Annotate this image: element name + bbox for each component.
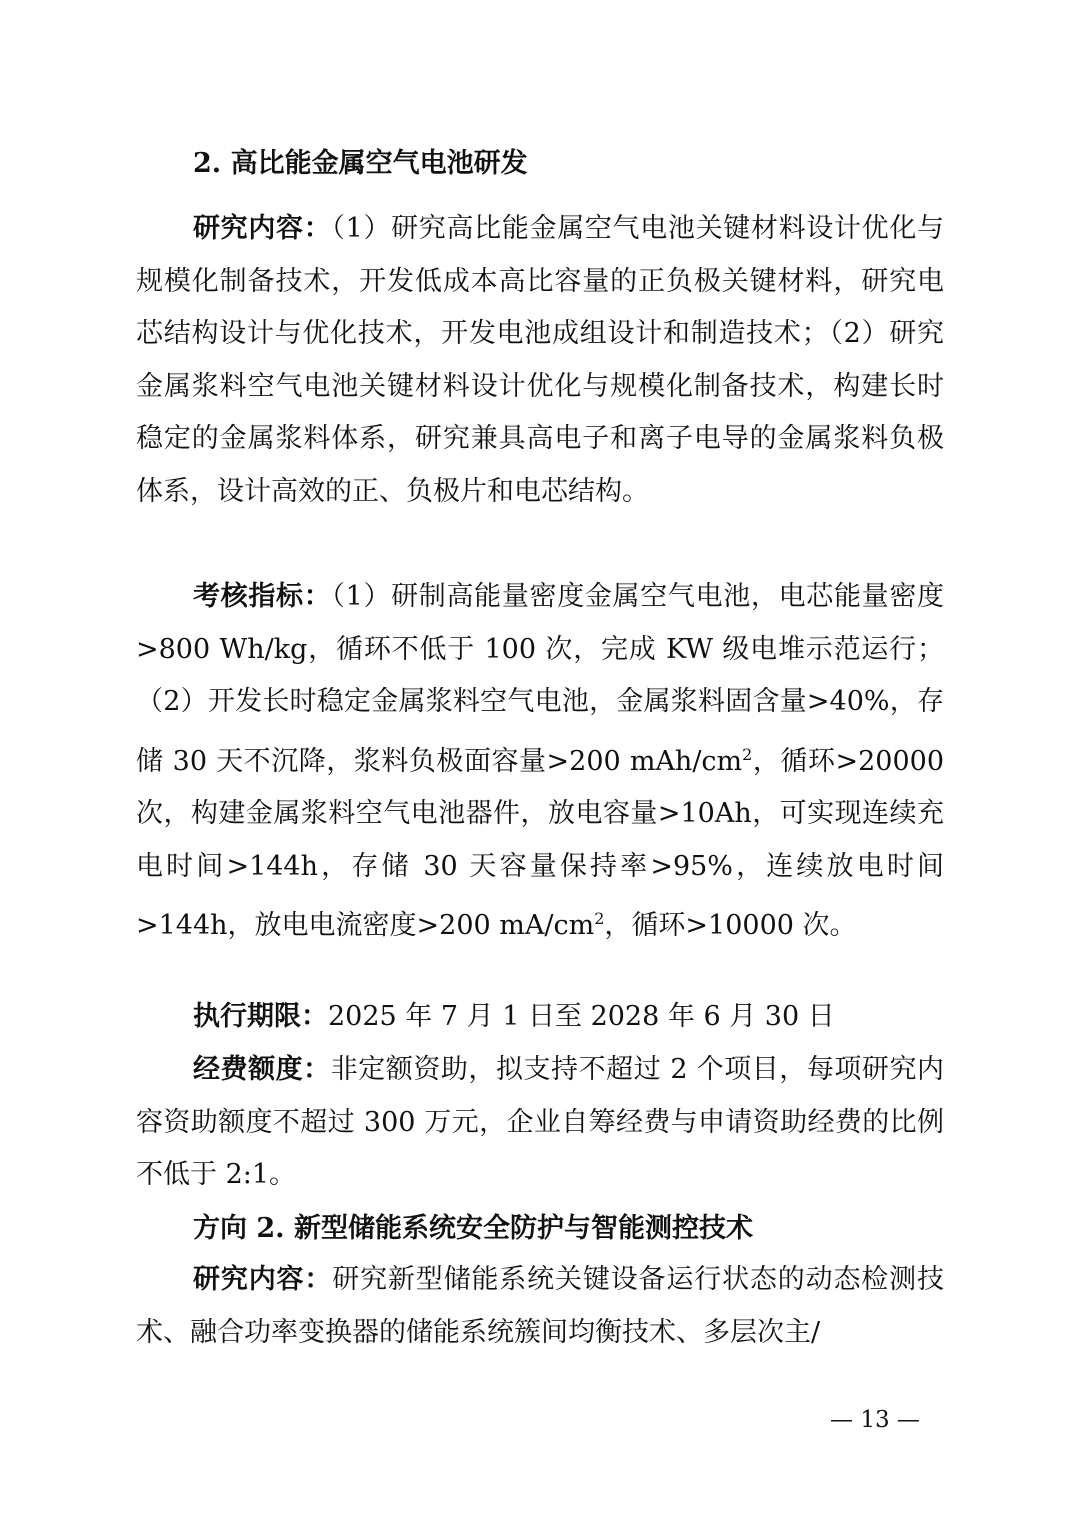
research-content-text: （1）研究高比能金属空气电池关键材料设计优化与规模化制备技术，开发低成本高比容量的正负极关键材料，研究电芯结构设计与优化技术，开发电池成组设计和制造技术；（2）研究金属浆料空气电池关键材料设计优化与规模化制备技术，构建长时稳定的金属浆料体系，研究兼具高电子和离子电导的金属浆料负极体系，设计高效的正、负极片和电芯结构。	[136, 213, 945, 507]
superscript-2: 2	[742, 744, 753, 764]
assessment-text-3: ，循环>10000 次。	[604, 910, 857, 941]
assessment-paragraph	[136, 571, 944, 953]
superscript-2b: 2	[594, 909, 605, 928]
funding-text: 非定额资助，拟支持不超过 2 个项目，每项研究内容资助额度不超过 300 万元，企业自筹经费与申请资助经费的比例不低于 2:1。	[136, 1054, 945, 1190]
assessment-text-1: （1）研制高能量密度金属空气电池，电芯能量密度>800 Wh/kg，循环不低于 100 次，完成 KW 级电堆示范运行；（2）开发长时稳定金属浆料空气电池，金属浆料固含量>40%，存储 30 天不沉降，浆料负极面容量>200 mAh/cm	[136, 581, 945, 777]
assessment-label: 考核指标：	[193, 581, 332, 612]
page-number: — 13 —	[830, 1407, 920, 1433]
funding-label: 经费额度：	[193, 1054, 331, 1085]
period-label: 执行期限：	[193, 1001, 328, 1032]
research-content-2-paragraph	[136, 1254, 944, 1359]
funding-paragraph	[136, 1044, 944, 1202]
direction-heading: 方向 2. 新型储能系统安全防护与智能测控技术	[193, 1213, 753, 1244]
assessment-text-2: ，循环>20000 次，构建金属浆料空气电池器件，放电容量>10Ah，可实现连续充电时间>144h，存储 30 天容量保持率>95%，连续放电时间>144h，放电电流密度>200 mA/cm	[136, 745, 945, 941]
research-content-2-label: 研究内容：	[193, 1264, 333, 1295]
section-heading: 2. 高比能金属空气电池研发	[193, 148, 528, 179]
period-paragraph	[136, 991, 944, 1044]
research-content-2-text: 研究新型储能系统关键设备运行状态的动态检测技术、融合功率变换器的储能系统簇间均衡技术、多层次主/	[136, 1264, 945, 1348]
period-text: 2025 年 7 月 1 日至 2028 年 6 月 30 日	[328, 1001, 835, 1032]
research-content-paragraph	[136, 203, 944, 518]
research-content-label: 研究内容：	[193, 213, 332, 244]
